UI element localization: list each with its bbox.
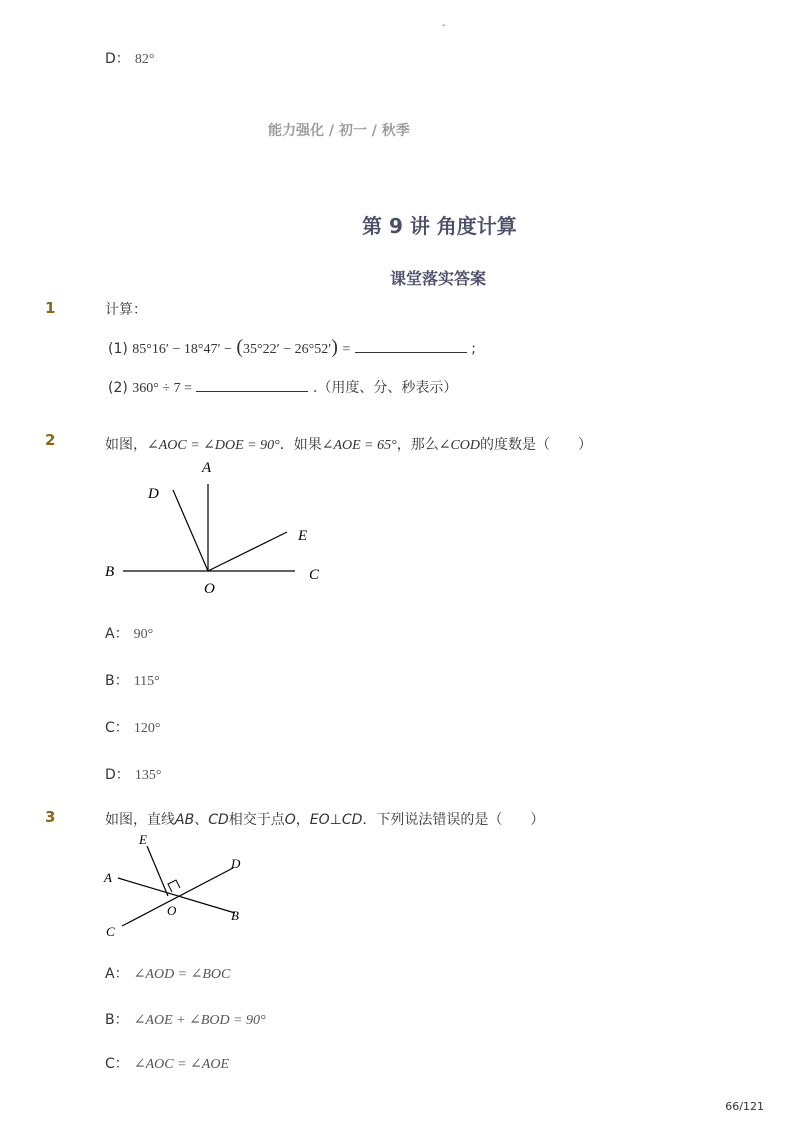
math-expression: ∠AOE = 65°: [321, 438, 397, 453]
label-b: B: [105, 564, 115, 580]
option-value: 115°: [133, 674, 160, 689]
question-1-part-2: [108, 377, 457, 397]
label-o: O: [167, 903, 177, 918]
math-expression: ∠COD: [438, 438, 481, 453]
option-value: 135°: [134, 768, 162, 783]
label-e: E: [139, 832, 147, 847]
close-paren: ): [331, 336, 338, 358]
label-o: O: [204, 581, 215, 597]
prompt-text: ．下列说法错误的是（ ）: [362, 812, 545, 828]
ray-oe: [208, 532, 287, 571]
option-value: 90°: [133, 627, 154, 642]
option-letter: D：: [105, 51, 130, 67]
question-prompt: [105, 809, 544, 829]
label-b: B: [231, 908, 239, 923]
label-a: A: [202, 460, 212, 476]
option-letter: A：: [105, 966, 129, 982]
label-c: C: [106, 924, 115, 939]
option-value: 120°: [133, 721, 161, 736]
question-1-part-1: [108, 336, 476, 359]
label-a: A: [104, 870, 112, 885]
part-label: (1): [108, 341, 128, 357]
section-title: 课堂落实答案: [390, 269, 487, 288]
option-letter: A：: [105, 626, 129, 642]
option-d[interactable]: [105, 764, 161, 784]
option-value: 82°: [134, 52, 155, 67]
question-prompt: 计算：: [105, 302, 147, 318]
label-d: D: [231, 856, 241, 871]
question-prompt: [105, 434, 592, 454]
prompt-text: ．如果: [279, 437, 322, 453]
angle-figure-q2: [95, 455, 335, 600]
breadcrumb: 能力强化 / 初一 / 秋季: [268, 123, 410, 139]
math-expression: CD: [208, 812, 229, 828]
math-expression: ∠AOC = ∠DOE = 90°: [147, 438, 280, 453]
part-label: (2): [108, 380, 128, 396]
prompt-text: 相交于点: [228, 812, 285, 828]
option-a[interactable]: [105, 963, 230, 983]
option-c[interactable]: [105, 717, 160, 737]
page-number: 66/121: [725, 1100, 764, 1113]
top-mark: -: [442, 20, 446, 31]
option-c[interactable]: [105, 1053, 229, 1073]
option-value: ∠AOE + ∠BOD = 90°: [133, 1013, 266, 1028]
answer-blank[interactable]: [355, 338, 467, 353]
option-value: ∠AOD = ∠BOC: [133, 967, 231, 982]
previous-option-d: [105, 48, 154, 68]
option-value: ∠AOC = ∠AOE: [133, 1057, 229, 1072]
option-b[interactable]: [105, 670, 160, 690]
open-paren: (: [236, 336, 244, 358]
lesson-title: 第 9 讲 角度计算: [362, 214, 517, 238]
line-ab: [118, 878, 235, 913]
label-e: E: [298, 528, 308, 544]
prompt-text: 的度数是（ ）: [480, 437, 593, 453]
label-d: D: [148, 486, 159, 502]
equals-sign: =: [342, 342, 351, 357]
expression: 360° ÷ 7 =: [132, 381, 192, 396]
question-number: 2: [45, 431, 56, 449]
question-number: 3: [45, 808, 56, 826]
terminator: ;: [471, 341, 476, 357]
math-expression: O: [284, 812, 296, 828]
option-letter: B：: [105, 1012, 129, 1028]
question-number: 1: [45, 299, 56, 317]
prompt-text: ，那么: [396, 437, 439, 453]
ray-od: [173, 490, 208, 571]
prompt-text: 如图，直线: [105, 812, 175, 828]
option-letter: D：: [105, 767, 130, 783]
expression: 85°16′ − 18°47′ −: [132, 342, 232, 357]
answer-blank[interactable]: [196, 377, 308, 392]
option-a[interactable]: [105, 623, 153, 643]
option-letter: B：: [105, 673, 129, 689]
prompt-text: 、: [194, 812, 209, 828]
expression: 35°22′ − 26°52′: [243, 342, 332, 357]
right-angle-mark: [168, 880, 180, 892]
option-b[interactable]: [105, 1009, 266, 1029]
angle-figure-q3: [95, 830, 265, 942]
prompt-text: ，: [295, 812, 310, 828]
line-cd: [122, 868, 233, 926]
label-c: C: [309, 567, 320, 583]
note: .（用度、分、秒表示）: [312, 380, 458, 396]
prompt-text: 如图，: [105, 437, 147, 453]
ray-oe: [147, 846, 168, 896]
math-expression: AB: [175, 812, 195, 828]
option-letter: C：: [105, 720, 129, 736]
math-expression: EO⊥CD: [309, 812, 363, 828]
option-letter: C：: [105, 1056, 129, 1072]
